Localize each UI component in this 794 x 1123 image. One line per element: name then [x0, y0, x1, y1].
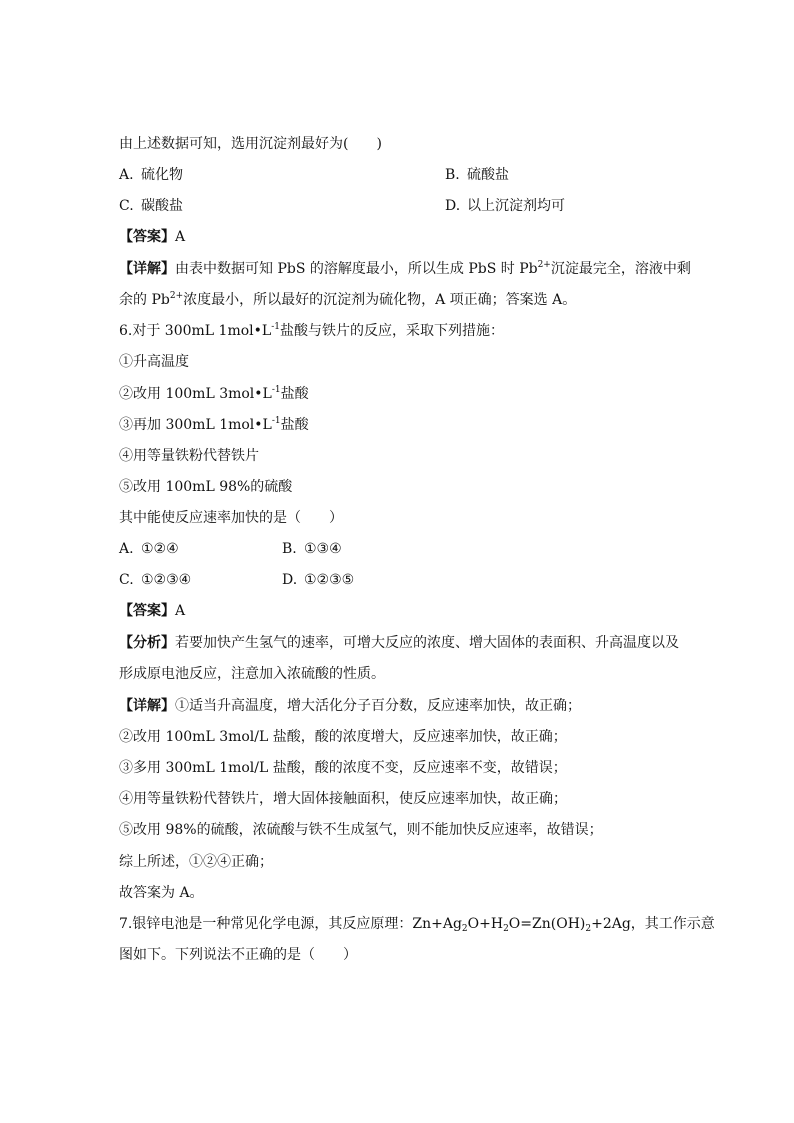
option-letter: D.: [282, 572, 298, 588]
stem-text: O+H: [467, 916, 504, 932]
detail-text: 余的 Pb: [119, 292, 170, 308]
measure-text: ②改用 100mL 3mol•L: [119, 386, 272, 402]
q6-measure-3: [119, 415, 309, 435]
option-text: ①②④: [141, 541, 179, 557]
option-text: 硫酸盐: [467, 167, 509, 183]
option-letter: B.: [282, 541, 297, 557]
q7-stem-line-2: 图如下。下列说法不正确的是（ ）: [119, 947, 357, 963]
q7-stem-line-1: [119, 914, 715, 934]
q6-detail-line-1: [119, 696, 581, 716]
answer-value: A: [175, 229, 186, 245]
q6-detail-line-2: ②改用 100mL 3mol/L 盐酸，酸的浓度增大，反应速率加快，故正确；: [119, 729, 567, 745]
q6-measure-4: ④用等量铁粉代替铁片: [119, 448, 259, 464]
analysis-text: 若要加快产生氢气的速率，可增大反应的浓度、增大固体的表面积、升高温度以及: [175, 635, 679, 651]
detail-tag: 【详解】: [119, 261, 175, 277]
q6-option-a: [119, 539, 179, 559]
option-text: ①②③④: [141, 572, 192, 588]
q6-detail-line-4: ④用等量铁粉代替铁片，增大固体接触面积，使反应速率加快，故正确；: [119, 791, 567, 807]
detail-text: 沉淀最完全，溶液中剩: [550, 261, 691, 277]
q5-option-a: [119, 165, 183, 185]
detail-text: ①适当升高温度，增大活化分子百分数，反应速率加快，故正确；: [175, 698, 581, 714]
charge-superscript: 2+: [537, 260, 551, 270]
unit-superscript: -1: [271, 322, 280, 332]
q5-option-d: [445, 196, 565, 216]
option-text: 硫化物: [141, 167, 183, 183]
option-letter: D.: [445, 198, 461, 214]
q6-option-d: [282, 570, 354, 590]
q6-option-b: [282, 539, 342, 559]
q6-measure-1: ①升高温度: [119, 354, 189, 370]
formula-subscript: 2: [461, 924, 468, 934]
stem-text: 7.银锌电池是一种常见化学电源，其反应原理：Zn+Ag: [119, 916, 462, 932]
q5-option-c: [119, 196, 183, 216]
q6-option-c: [119, 570, 191, 590]
analysis-tag: 【分析】: [119, 635, 175, 651]
q6-stem: [119, 321, 504, 341]
measure-text: 盐酸: [280, 386, 309, 402]
option-letter: C.: [119, 572, 134, 588]
measure-text: ③再加 300mL 1mol•L: [119, 417, 272, 433]
q6-analysis-line-1: [119, 633, 679, 653]
q5-detail-line-1: [119, 259, 691, 279]
q5-detail-line-2: [119, 290, 576, 310]
answer-tag: 【答案】: [119, 229, 175, 245]
q5-stem: 由上述数据可知，选用沉淀剂最好为( ): [119, 136, 382, 152]
q6-final-answer: 故答案为 A。: [119, 885, 204, 901]
unit-superscript: -1: [271, 416, 281, 426]
detail-text: 由表中数据可知 PbS 的溶解度最小，所以生成 PbS 时 Pb: [175, 261, 538, 277]
q6-analysis-line-2: 形成原电池反应，注意加入浓硫酸的性质。: [119, 666, 385, 682]
q6-measure-2: [119, 384, 309, 404]
q6-summary: 综上所述，①②④正确；: [119, 854, 273, 870]
stem-text: +2Ag，其工作示意: [591, 916, 715, 932]
q6-question: 其中能使反应速率加快的是（ ）: [119, 510, 343, 526]
q6-detail-line-5: ⑤改用 98%的硫酸，浓硫酸与铁不生成氢气，则不能加快反应速率，故错误；: [119, 822, 603, 838]
charge-superscript: 2+: [169, 291, 184, 301]
stem-text: 盐酸与铁片的反应，采取下列措施：: [279, 323, 504, 339]
option-letter: B.: [445, 167, 460, 183]
option-text: 碳酸盐: [141, 198, 183, 214]
measure-text: 盐酸: [280, 417, 309, 433]
q5-answer: [119, 227, 185, 247]
q6-answer: [119, 601, 185, 621]
answer-tag: 【答案】: [119, 603, 175, 619]
option-text: 以上沉淀剂均可: [467, 198, 565, 214]
unit-superscript: -1: [271, 385, 281, 395]
formula-subscript: 2: [585, 924, 592, 934]
detail-text: 浓度最小，所以最好的沉淀剂为硫化物，A 项正确；答案选 A。: [183, 292, 577, 308]
detail-tag: 【详解】: [119, 698, 175, 714]
stem-text: O=Zn(OH): [508, 916, 586, 932]
q6-detail-line-3: ③多用 300mL 1mol/L 盐酸，酸的浓度不变，反应速率不变，故错误；: [119, 760, 567, 776]
formula-subscript: 2: [503, 924, 509, 934]
option-letter: A.: [119, 167, 134, 183]
option-letter: A.: [119, 541, 134, 557]
stem-text: 6.对于 300mL 1mol•L: [119, 323, 272, 339]
q5-option-b: [445, 165, 509, 185]
option-text: ①②③⑤: [304, 572, 355, 588]
option-text: ①③④: [304, 541, 342, 557]
option-letter: C.: [119, 198, 134, 214]
answer-value: A: [175, 603, 186, 619]
q6-measure-5: ⑤改用 100mL 98%的硫酸: [119, 479, 293, 495]
